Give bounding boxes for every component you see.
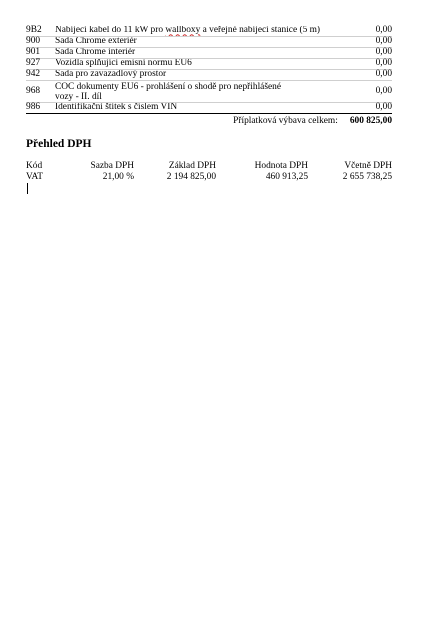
cell-kod: VAT (26, 172, 44, 182)
option-description: Sada pro zavazadlový prostor (55, 70, 167, 80)
option-price: 0,00 (375, 69, 392, 80)
option-row (26, 59, 392, 70)
option-description-start: Nabíjecí kabel do 11 kW pro (55, 26, 166, 36)
header-vcetne: Včetně DPH (344, 161, 392, 171)
vat-overview-title: Přehled DPH (26, 138, 92, 150)
option-description: COC dokumenty EU6 - prohlášení o shodě pro nepřihlášené vozy - II. díl (55, 81, 281, 102)
option-description: Sada Chrome interiér (55, 48, 136, 58)
spellcheck-marked-word: wallboxy (165, 26, 201, 36)
cell-hodnota: 460 913,25 (265, 172, 308, 182)
text-cursor[interactable] (27, 183, 28, 194)
option-row (26, 48, 392, 59)
option-description (55, 26, 332, 35)
option-price: 0,00 (375, 85, 392, 96)
option-description: Sada Chrome exteriér (55, 37, 137, 47)
header-zaklad: Základ DPH (168, 161, 216, 171)
option-description: Vozidla splňující emisní normu EU6 (55, 59, 192, 69)
option-code: 942 (26, 69, 41, 80)
cell-sazba: 21,00 % (102, 172, 134, 182)
options-total-label: Příplatková výbava celkem: (233, 116, 338, 127)
vat-table (26, 162, 392, 184)
option-price: 0,00 (375, 47, 392, 58)
header-hodnota: Hodnota DPH (254, 161, 308, 171)
cell-zaklad: 2 194 825,00 (166, 172, 216, 182)
option-code: 901 (26, 47, 41, 58)
option-price: 0,00 (375, 25, 392, 36)
cell-vcetne: 2 655 738,25 (342, 172, 392, 182)
table-row (26, 173, 392, 184)
options-total-row (26, 116, 392, 128)
option-row (26, 70, 392, 81)
option-code: 927 (26, 58, 41, 69)
option-price: 0,00 (375, 36, 392, 47)
option-description: Identifikační štítek s číslem VIN (55, 103, 178, 113)
option-price: 0,00 (375, 58, 392, 69)
option-row (26, 37, 392, 48)
option-code: 986 (26, 102, 41, 113)
option-code: 900 (26, 36, 41, 47)
option-description-end: a veřejné nabíjecí stanice (5 m) (200, 26, 321, 36)
options-total-value: 600 825,00 (349, 116, 392, 127)
header-sazba: Sazba DPH (90, 161, 134, 171)
option-code: 968 (26, 85, 41, 96)
option-code: 9B2 (26, 25, 42, 36)
option-row (26, 26, 392, 37)
header-kod: Kód (26, 161, 43, 171)
option-row (26, 103, 392, 114)
option-price: 0,00 (375, 102, 392, 113)
options-list (26, 26, 392, 114)
option-row (26, 81, 392, 103)
